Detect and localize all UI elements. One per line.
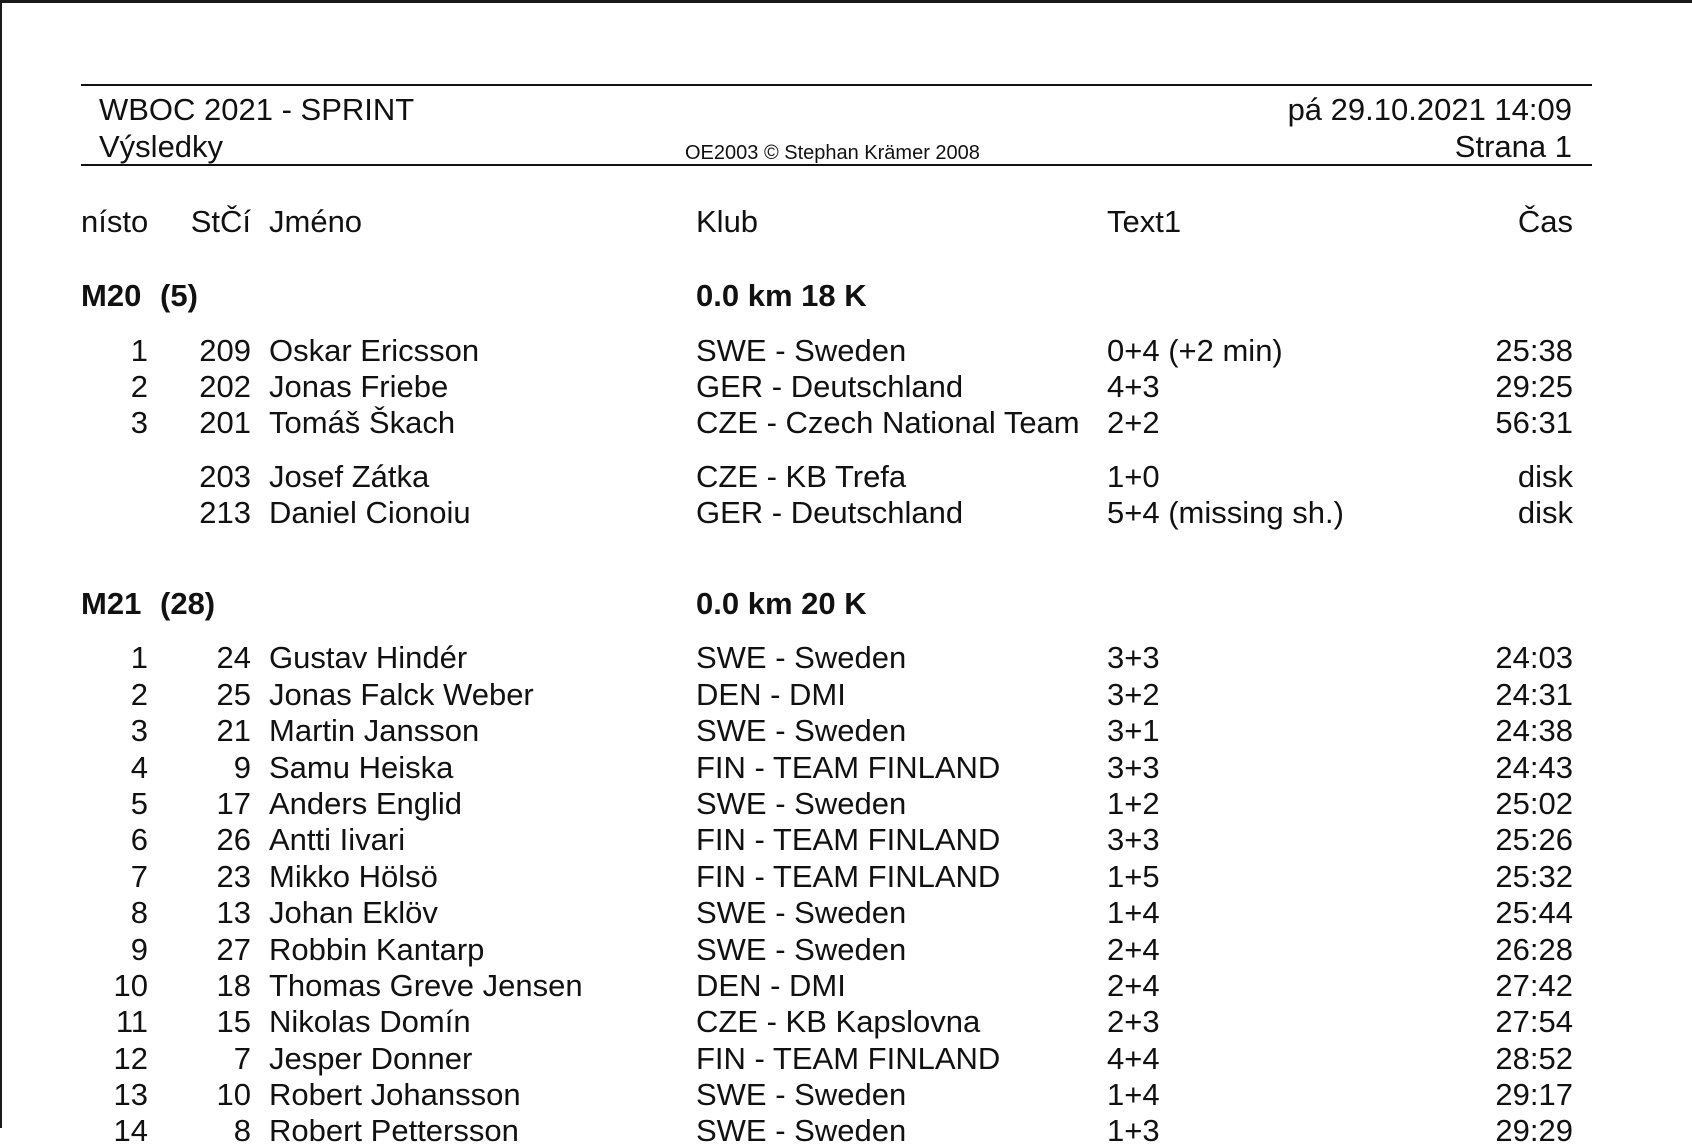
result-row	[0, 715, 1692, 751]
time: 24:43	[1495, 750, 1573, 785]
text1: 2+4	[1107, 932, 1160, 967]
bib-number: 17	[216, 786, 251, 821]
text1: 2+4	[1107, 968, 1160, 1003]
bib-number: 18	[216, 968, 251, 1003]
software-credit: OE2003 © Stephan Krämer 2008	[685, 142, 980, 164]
result-row	[0, 335, 1692, 371]
result-row-disqualified	[0, 461, 1692, 497]
time: 29:25	[1495, 369, 1573, 404]
column-header-bib: StČí	[190, 204, 251, 239]
time: disk	[1517, 459, 1573, 494]
text1: 1+2	[1107, 786, 1160, 821]
result-row	[0, 1006, 1692, 1042]
text1: 1+0	[1107, 459, 1160, 494]
place: 2	[130, 369, 148, 404]
event-title: WBOC 2021 - SPRINT	[99, 92, 415, 127]
result-row	[0, 824, 1692, 860]
place: 14	[113, 1113, 148, 1148]
competitor-name: Robbin Kantarp	[269, 932, 485, 967]
result-row	[0, 970, 1692, 1006]
competitor-name: Josef Zátka	[269, 459, 430, 494]
header-rule-bottom	[81, 164, 1592, 166]
competitor-name: Anders Englid	[269, 786, 463, 821]
time: 25:02	[1495, 786, 1573, 821]
bib-number: 7	[233, 1041, 251, 1076]
report-subtitle: Výsledky	[99, 129, 224, 164]
result-row	[0, 1079, 1692, 1115]
club: SWE - Sweden	[696, 1113, 907, 1148]
text1: 1+3	[1107, 1113, 1160, 1148]
column-header-time: Čas	[1517, 204, 1573, 239]
group-name: M20	[81, 278, 142, 313]
page-number: Strana 1	[1454, 129, 1572, 164]
competitor-name: Johan Eklöv	[269, 895, 438, 930]
competitor-name: Daniel Cionoiu	[269, 495, 471, 530]
place: 5	[130, 786, 148, 821]
column-header-place: nísto	[81, 204, 149, 239]
text1: 4+4	[1107, 1041, 1160, 1076]
time: 29:29	[1495, 1113, 1573, 1148]
club: SWE - Sweden	[696, 895, 907, 930]
competitor-name: Jonas Friebe	[269, 369, 449, 404]
bib-number: 209	[199, 333, 251, 368]
result-row	[0, 1043, 1692, 1079]
bib-number: 21	[216, 713, 251, 748]
result-row	[0, 788, 1692, 824]
result-row	[0, 861, 1692, 897]
bib-number: 13	[216, 895, 251, 930]
text1: 2+2	[1107, 405, 1160, 440]
club: GER - Deutschland	[696, 369, 964, 404]
place: 6	[130, 822, 148, 857]
competitor-name: Mikko Hölsö	[269, 859, 438, 894]
place: 7	[130, 859, 148, 894]
place: 1	[130, 640, 148, 675]
text1: 3+2	[1107, 677, 1160, 712]
place: 9	[130, 932, 148, 967]
group-course-info: 0.0 km 18 K	[696, 278, 867, 313]
time: 27:42	[1495, 968, 1573, 1003]
result-row	[0, 679, 1692, 715]
bib-number: 26	[216, 822, 251, 857]
time: 26:28	[1495, 932, 1573, 967]
column-header-text1: Text1	[1107, 204, 1182, 239]
competitor-name: Robert Pettersson	[269, 1113, 519, 1148]
column-header-club: Klub	[696, 204, 759, 239]
result-row-disqualified	[0, 497, 1692, 533]
text1: 0+4 (+2 min)	[1107, 333, 1283, 368]
club: FIN - TEAM FINLAND	[696, 750, 1001, 785]
text1: 3+1	[1107, 713, 1160, 748]
time: 24:31	[1495, 677, 1573, 712]
place: 10	[113, 968, 148, 1003]
competitor-name: Oskar Ericsson	[269, 333, 480, 368]
competitor-name: Samu Heiska	[269, 750, 454, 785]
time: 25:32	[1495, 859, 1573, 894]
bib-number: 201	[199, 405, 251, 440]
place: 13	[113, 1077, 148, 1112]
club: CZE - KB Trefa	[696, 459, 907, 494]
bib-number: 203	[199, 459, 251, 494]
time: 25:26	[1495, 822, 1573, 857]
bib-number: 24	[216, 640, 251, 675]
result-row	[0, 752, 1692, 788]
result-row	[0, 897, 1692, 933]
place: 3	[130, 713, 148, 748]
bib-number: 9	[233, 750, 251, 785]
text1: 2+3	[1107, 1004, 1160, 1039]
place: 3	[130, 405, 148, 440]
time: 27:54	[1495, 1004, 1573, 1039]
club: FIN - TEAM FINLAND	[696, 1041, 1001, 1076]
club: SWE - Sweden	[696, 786, 907, 821]
result-row	[0, 934, 1692, 970]
competitor-name: Robert Johansson	[269, 1077, 521, 1112]
group-count: (28)	[160, 586, 216, 621]
competitor-name: Jonas Falck Weber	[269, 677, 534, 712]
club: CZE - KB Kapslovna	[696, 1004, 981, 1039]
result-row-clipped	[0, 1113, 1692, 1148]
bib-number: 15	[216, 1004, 251, 1039]
competitor-name: Martin Jansson	[269, 713, 480, 748]
place: 2	[130, 677, 148, 712]
place: 11	[115, 1004, 148, 1039]
bib-number: 10	[216, 1077, 251, 1112]
time: 24:03	[1495, 640, 1573, 675]
place: 8	[130, 895, 148, 930]
club: SWE - Sweden	[696, 333, 907, 368]
time: disk	[1517, 495, 1573, 530]
bib-number: 213	[199, 495, 251, 530]
time: 56:31	[1495, 405, 1573, 440]
header-rule-top	[81, 84, 1592, 86]
place: 1	[130, 333, 148, 368]
club: SWE - Sweden	[696, 713, 907, 748]
club: FIN - TEAM FINLAND	[696, 822, 1001, 857]
place: 12	[113, 1041, 148, 1076]
text1: 1+4	[1107, 895, 1160, 930]
group-course-info: 0.0 km 20 K	[696, 586, 867, 621]
competitor-name: Gustav Hindér	[269, 640, 468, 675]
bib-number: 27	[216, 932, 251, 967]
group-name: M21	[81, 586, 142, 621]
text1: 1+4	[1107, 1077, 1160, 1112]
result-row	[0, 371, 1692, 407]
club: SWE - Sweden	[696, 640, 907, 675]
text1: 5+4 (missing sh.)	[1107, 495, 1344, 530]
place: 4	[130, 750, 148, 785]
competitor-name: Nikolas Domín	[269, 1004, 471, 1039]
group-count: (5)	[160, 278, 198, 313]
bib-number: 23	[216, 859, 251, 894]
club: DEN - DMI	[696, 968, 846, 1003]
text1: 3+3	[1107, 640, 1160, 675]
column-header-name: Jméno	[269, 204, 363, 239]
competitor-name: Tomáš Škach	[269, 405, 456, 440]
competitor-name: Jesper Donner	[269, 1041, 473, 1076]
text1: 3+3	[1107, 750, 1160, 785]
time: 29:17	[1495, 1077, 1573, 1112]
bib-number: 25	[216, 677, 251, 712]
competitor-name: Thomas Greve Jensen	[269, 968, 583, 1003]
bib-number: 202	[199, 369, 251, 404]
result-row	[0, 407, 1692, 443]
club: GER - Deutschland	[696, 495, 964, 530]
result-row	[0, 642, 1692, 678]
bib-number: 8	[233, 1113, 251, 1148]
text1: 4+3	[1107, 369, 1160, 404]
time: 25:44	[1495, 895, 1573, 930]
time: 28:52	[1495, 1041, 1573, 1076]
competitor-name: Antti Iivari	[269, 822, 406, 857]
club: SWE - Sweden	[696, 1077, 907, 1112]
club: FIN - TEAM FINLAND	[696, 859, 1001, 894]
club: DEN - DMI	[696, 677, 846, 712]
text1: 1+5	[1107, 859, 1160, 894]
club: CZE - Czech National Team	[696, 405, 1080, 440]
print-datetime: pá 29.10.2021 14:09	[1287, 92, 1572, 127]
text1: 3+3	[1107, 822, 1160, 857]
time: 25:38	[1495, 333, 1573, 368]
club: SWE - Sweden	[696, 932, 907, 967]
time: 24:38	[1495, 713, 1573, 748]
